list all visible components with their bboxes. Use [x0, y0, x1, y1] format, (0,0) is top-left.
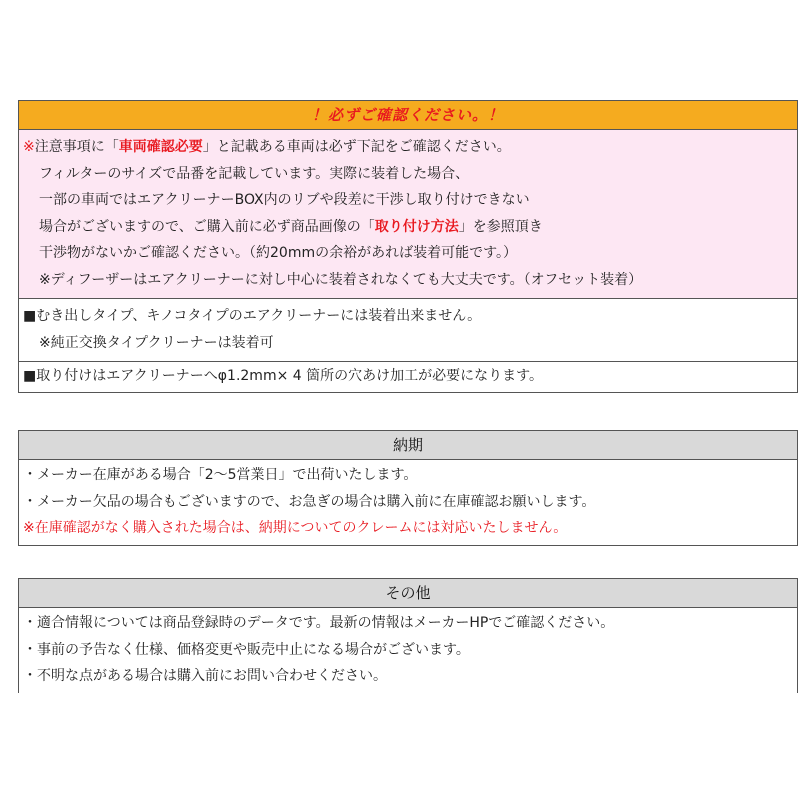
other-title: その他: [19, 579, 797, 608]
oem-type-note: ※純正交換タイプクリーナーは装着可: [39, 334, 274, 351]
method-pre: 場合がございますので、ご購入前に必ず商品画像の「: [39, 218, 375, 235]
vehicle-check-intro: [19, 134, 797, 161]
method-post: 」を参照頂き: [458, 218, 543, 235]
other-box: [18, 578, 798, 693]
filter-size-note: フィルターのサイズで品番を記載しています。実際に装着した場合、: [39, 165, 470, 182]
note-mark: ※: [23, 139, 35, 155]
delivery-title: 納期: [19, 431, 797, 460]
other-body: [19, 608, 797, 693]
inquiry-line: ・不明な点がある場合は購入前にお問い合わせください。: [23, 668, 387, 684]
exposed-type-note: ■むき出しタイプ、キノコタイプのエアクリーナーには装着出来ません。: [23, 308, 482, 324]
install-method-label: 取り付け方法: [374, 218, 459, 235]
clearance-note: 干渉物がないかご確認ください。（約20mmの余裕があれば装着可能です。）: [39, 245, 517, 261]
vehicle-check-section: [19, 130, 797, 299]
exposed-type-section: [19, 299, 797, 362]
drilling-section: [19, 362, 797, 392]
vehicle-check-required-label: 車両確認必要: [118, 139, 203, 155]
delivery-box: [18, 430, 798, 546]
interference-note: 一部の車両ではエアクリーナーBOX内のリブや段差に干渉し取り付けできない: [39, 192, 530, 208]
spec-change-line: ・事前の予告なく仕様、価格変更や販売中止になる場合がございます。: [23, 641, 470, 658]
notice-box: [18, 100, 798, 393]
compat-info-line: ・適合情報については商品登録時のデータです。最新の情報はメーカーHPでご確認ください。: [23, 615, 615, 631]
drilling-note: ■取り付けはエアクリーナーへφ1.2mm× 4 箇所の穴あけ加工が必要になります。: [23, 368, 543, 384]
intro-post: 」と記載ある車両は必ず下記をご確認ください。: [202, 139, 511, 155]
install-method-note: [19, 214, 797, 241]
notice-title: ！必ずご確認ください。！: [19, 101, 797, 130]
delivery-warning-line: ※在庫確認がなく購入された場合は、納期についてのクレームには対応いたしません。: [23, 520, 568, 536]
intro-pre: 注意事項に「: [34, 139, 119, 155]
diffuser-note: ※ディフーザーはエアクリーナーに対し中心に装着されなくても大丈夫です。（オフセット装着）: [39, 271, 643, 288]
delivery-shortage-line: ・メーカー欠品の場合もございますので、お急ぎの場合は購入前に在庫確認お願いします。: [23, 493, 596, 510]
delivery-body: [19, 460, 797, 545]
delivery-stock-line: ・メーカー在庫がある場合「2〜5営業日」で出荷いたします。: [23, 467, 418, 483]
